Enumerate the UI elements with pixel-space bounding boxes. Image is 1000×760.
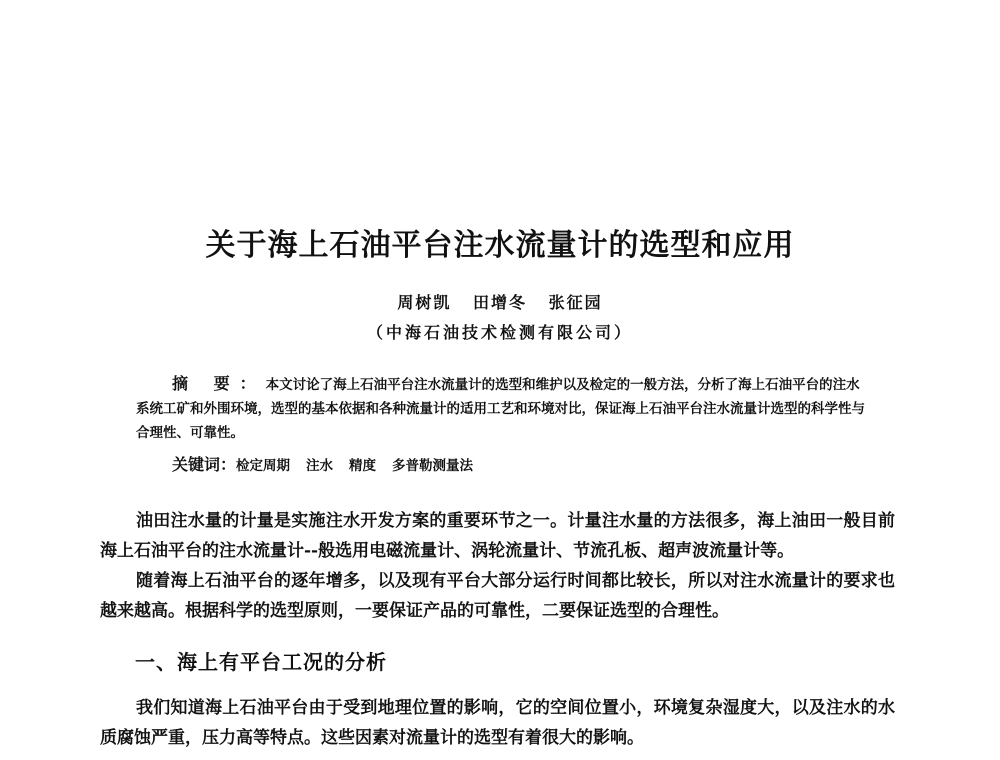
- keywords: [172, 452, 489, 475]
- body-paragraph: 我们知道海上石油平台由于受到地理位置的影响，它的空间位置小，环境复杂湿度大，以及注水的水质腐蚀严重，压力高等特点。这些因素对流量计的选型有着很大的影响。: [100, 698, 895, 748]
- abstract-label: 摘 要：: [172, 374, 266, 393]
- paper-title: 关于海上石油平台注水流量计的选型和应用: [205, 228, 795, 263]
- body-paragraph: 油田注水量的计量是实施注水开发方案的重要环节之一。计量注水量的方法很多，海上油田一般目前海上石油平台的注水流量计--般选用电磁流量计、涡轮流量计、节流孔板、超声波流量计等。: [100, 511, 895, 561]
- abstract: [136, 372, 871, 445]
- affiliation: （中海石油技术检测有限公司）: [366, 323, 633, 342]
- abstract-text: 本文讨论了海上石油平台注水流量计的选型和维护以及检定的一般方法，分析了海上石油平台的注水系统工矿和外围环境，选型的基本依据和各种流量计的适用工艺和环境对比，保证海上石油平台注水流量计选型的科学性与合理性、可靠性。: [136, 377, 865, 441]
- keyword: 精度: [349, 458, 377, 474]
- keyword: 注水: [306, 458, 334, 474]
- keyword: 检定周期: [236, 458, 291, 474]
- section-heading: 一、海上有平台工况的分析: [135, 650, 387, 674]
- keyword: 多普勒测量法: [392, 458, 474, 474]
- keywords-label: 关键词：: [172, 455, 237, 474]
- author-list: 周树凯 田增冬 张征园: [397, 293, 603, 312]
- body-paragraph: 随着海上石油平台的逐年增多，以及现有平台大部分运行时间都比较长，所以对注水流量计的要求也越来越高。根据科学的选型原则，一要保证产品的可靠性，二要保证选型的合理性。: [100, 571, 895, 621]
